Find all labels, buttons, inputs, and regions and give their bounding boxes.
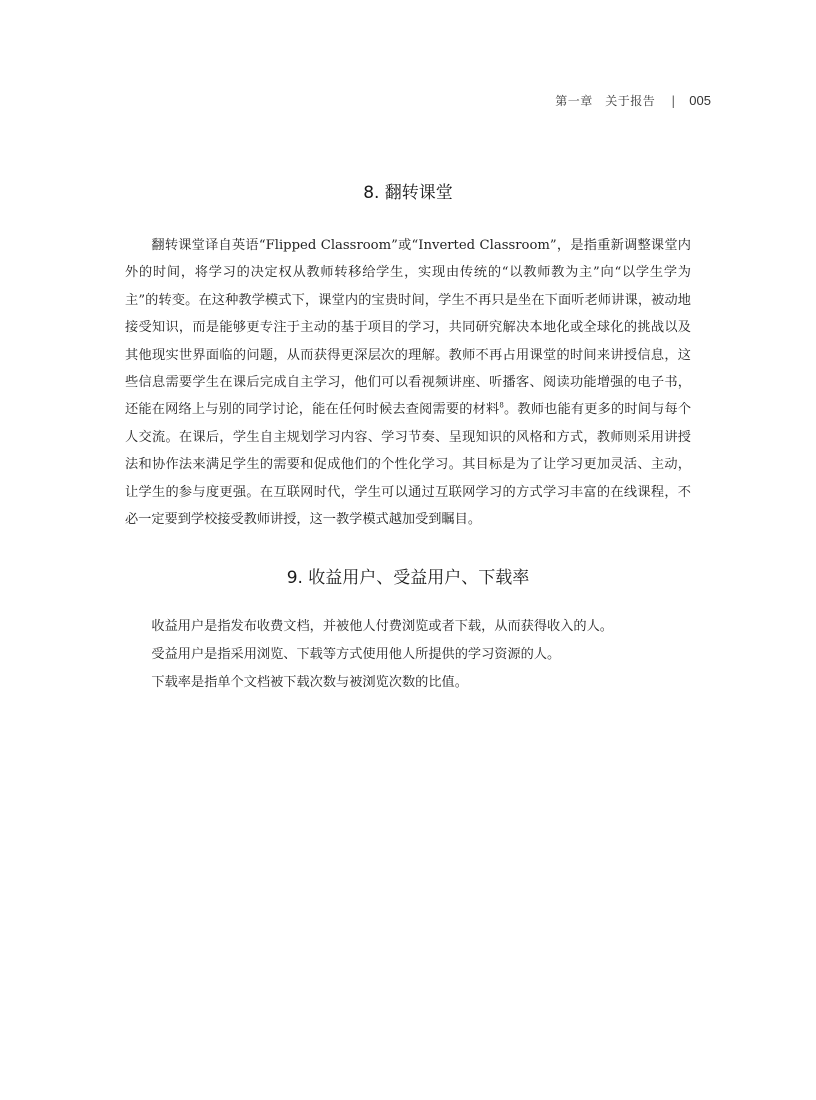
header-separator: |: [671, 93, 676, 108]
section-8-title: 8. 翻转课堂: [363, 183, 453, 203]
definition-list: [125, 613, 691, 697]
section-8-paragraph: [125, 232, 691, 533]
definition-download-rate: 下载率是指单个文档被下载次数与被浏览次数的比值。: [151, 675, 468, 690]
paragraph-text-part2: 。教师也能有更多的时间与每个人交流。在课后，学生自主规划学习内容、学习节奏、呈现知识的风格和方式，教师则采用讲授法和协作法来满足学生的需要和促成他们的个性化学习。其目标是为了让学习更加灵活、主动，让学生的参与度更强。在互联网时代，学生可以通过互联网学习的方式学习丰富的在线课程，不必一定要到学校接受教师讲授，这一教学模式越加受到瞩目。: [125, 402, 692, 528]
footnote-marker: 8: [499, 402, 504, 411]
section-9-title: 9. 收益用户、受益用户、下载率: [286, 568, 530, 588]
paragraph-text-part1: 翻转课堂译自英语“Flipped Classroom”或“Inverted Classroom”，是指重新调整课堂内外的时间，将学习的决定权从教师转移给学生，实现由传统的“以教师教为主”向“以学生学为主”的转变。在这种教学模式下，课堂内的宝贵时间，学生不再只是坐在下面听老师讲课，被动地接受知识，而是能够更专注于主动的基于项目的学习，共同研究解决本地化或全球化的挑战以及其他现实世界面临的问题，从而获得更深层次的理解。教师不再占用课堂的时间来讲授信息，这些信息需要学生在课后完成自主学习，他们可以看视频讲座、听播客、阅读功能增强的电子书，还能在网络上与别的同学讨论，能在任何时候去查阅需要的材料: [125, 238, 691, 418]
definition-beneficiary-user: 受益用户是指采用浏览、下载等方式使用他人所提供的学习资源的人。: [151, 647, 561, 662]
chapter-label: 第一章 关于报告: [555, 94, 656, 108]
definition-revenue-user: 收益用户是指发布收费文档，并被他人付费浏览或者下载，从而获得收入的人。: [151, 619, 613, 634]
page-number: 005: [689, 93, 711, 108]
running-header: [555, 92, 711, 109]
